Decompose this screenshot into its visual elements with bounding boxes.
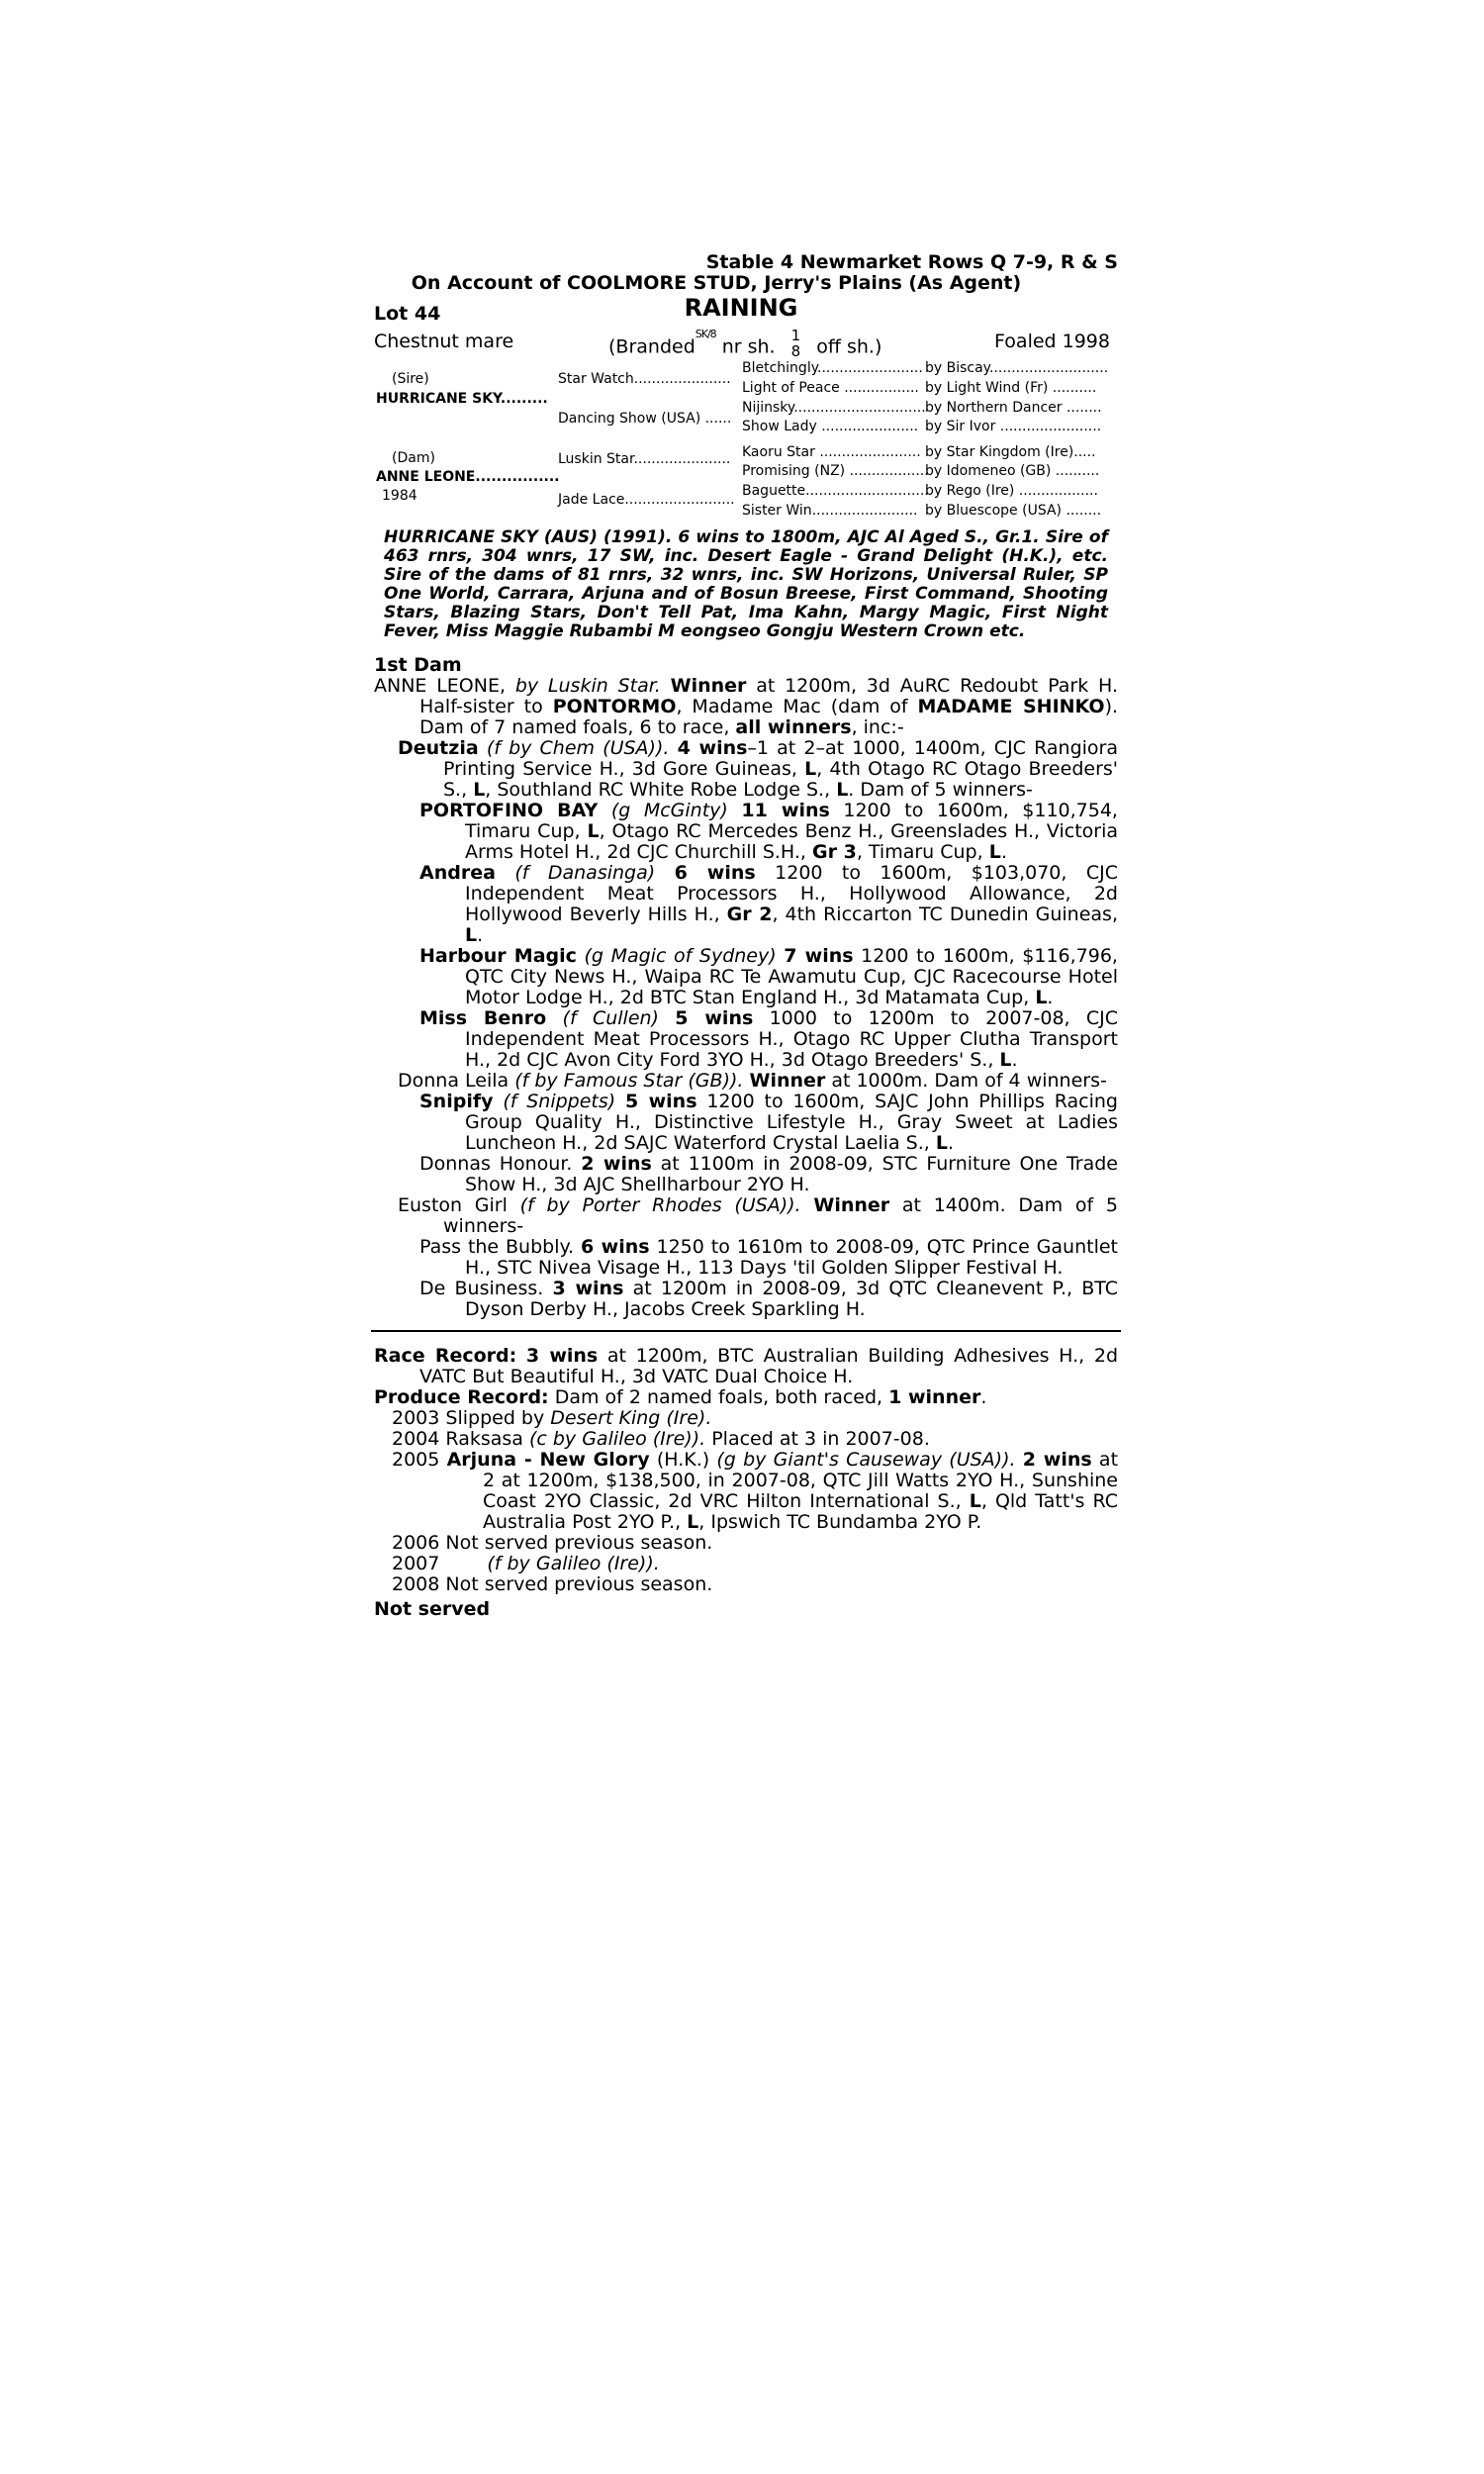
- progeny-pass-the-bubbly: [374, 1237, 1118, 1279]
- lot-line: [374, 294, 1118, 326]
- gen3-5: Promising (NZ) ..................: [742, 463, 929, 479]
- brand-mid: nr sh.: [721, 335, 776, 358]
- produce-2007: [374, 1554, 1118, 1574]
- gen2-2: Luskin Star......................: [558, 451, 731, 467]
- anne-t4: , inc:-: [851, 716, 904, 738]
- gen4-2: by Northern Dancer ........: [925, 400, 1102, 416]
- deutzia-t3: , Southland RC White Robe Lodge S.,: [485, 779, 831, 801]
- snipify-l1: L: [935, 1132, 948, 1154]
- pass-t1: 1250 to 1610m to 2008-09, QTC Prince Gauntlet H., STC Nivea Visage H., 113 Days 'til Golden Slipper Festival H.: [465, 1236, 1118, 1279]
- gen3-4: Kaoru Star .......................: [742, 444, 921, 460]
- gen3-1-text: Light of Peace: [742, 380, 840, 396]
- anne-shinko: MADAME SHINKO: [917, 696, 1105, 717]
- gen3-7-text: Sister Win: [742, 503, 812, 519]
- anne-allw: all winners: [735, 716, 852, 738]
- snipify-t2: .: [947, 1132, 954, 1154]
- text-2005c: , Ipswich TC Bundamba 2YO P.: [698, 1511, 982, 1533]
- pedigree-table: [374, 359, 1118, 523]
- gen2-0: Star Watch......................: [558, 371, 731, 387]
- gen3-6: Baguette............................: [742, 483, 929, 499]
- gen4-2-text: by Northern Dancer: [925, 400, 1063, 416]
- deutzia-t2: , 4th Otago RC Otago Breeders' S.,: [443, 758, 1118, 801]
- status-footer: Not served: [374, 1598, 491, 1620]
- year-2003: 2003: [392, 1407, 440, 1429]
- gen2-2-text: Luskin Star: [558, 451, 634, 467]
- year-2006: 2006: [392, 1532, 440, 1554]
- foaled-year: Foaled 1998: [994, 331, 1110, 352]
- text-2006: Not served previous season.: [445, 1532, 713, 1554]
- produce-2003: [374, 1408, 1118, 1429]
- debusiness-name: De Business.: [419, 1278, 544, 1299]
- gen4-5-text: by Idomeneo (GB): [925, 463, 1052, 479]
- dam-name: ANNE LEONE................: [376, 469, 560, 485]
- gen4-3: by Sir Ivor .......................: [925, 419, 1102, 434]
- snipify-by: (f Snippets): [503, 1091, 616, 1112]
- text-2005b: , Qld Tatt's RC Australia Post 2YO P.,: [483, 1490, 1118, 1533]
- brand-mark: SK/8: [695, 328, 716, 340]
- donna-name: Donna Leila: [398, 1070, 510, 1092]
- text-2005a: at 2 at 1200m, $138,500, in 2007-08, QTC Jill Watts 2YO H., Sunshine Coast 2YO Classic, 2d VRC Hilton International S.,: [483, 1449, 1119, 1512]
- brand-frac-num: 1: [790, 327, 801, 344]
- donna-win: Winner: [749, 1070, 826, 1092]
- horse-name: RAINING: [684, 294, 798, 322]
- deutzia-l2: L: [473, 779, 486, 801]
- catalogue-page: [374, 252, 1118, 1620]
- benro-t1: 1000 to 1200m to 2007-08, CJC Independent Meat Processors H., Otago RC Upper Clutha Transport H., 2d CJC Avon City Ford 3YO H., 3d Otago Breeders' S.,: [465, 1007, 1119, 1071]
- gen4-4-text: by Star Kingdom (Ire): [925, 444, 1074, 460]
- progeny-euston-girl: [374, 1195, 1118, 1237]
- text-2004b: Placed at 3 in 2007-08.: [711, 1428, 930, 1450]
- produce-record-t2: .: [980, 1386, 987, 1408]
- dam-name-text: ANNE LEONE: [376, 469, 476, 485]
- produce-record-label: Produce Record:: [374, 1386, 549, 1408]
- brand-frac-den: 8: [790, 342, 801, 360]
- anne-name: ANNE LEONE,: [374, 675, 507, 697]
- gen3-1: Light of Peace .................: [742, 380, 919, 396]
- gen3-0: Bletchingly........................: [742, 360, 923, 376]
- andrea-t1: 1200 to 1600m, $103,070, CJC Independent Meat Processors H., Hollywood Allowance, 2d Hollywood Beverly Hills H.,: [465, 862, 1118, 925]
- stable-location: Stable 4 Newmarket Rows Q 7-9, R & S: [705, 251, 1118, 273]
- progeny-donnas-honour: [374, 1154, 1118, 1195]
- gen2-1-text: Dancing Show (USA): [558, 411, 701, 427]
- gen3-2: Nijinsky..............................: [742, 400, 926, 416]
- gen3-0-text: Bletchingly: [742, 360, 817, 376]
- dam-year: 1984: [382, 488, 417, 504]
- harbour-name: Harbour Magic: [419, 945, 577, 967]
- pass-name: Pass the Bubbly.: [419, 1236, 575, 1258]
- harbour-t1: 1200 to 1600m, $116,796, QTC City News H., Waipa RC Te Awamutu Cup, CJC Racecourse Hotel Motor Lodge H., 2d BTC Stan England H., 3d Matamata Cup,: [465, 945, 1118, 1008]
- sire-summary: HURRICANE SKY (AUS) (1991). 6 wins to 1800m, AJC Al Aged S., Gr.1. Sire of 463 rnrs, 304 wnrs, 17 SW, inc. Desert Eagle - Grand Delight (H.K.), etc. Sire of the dams of 81 rnrs, 32 wnrs, inc. SW Horizons, Universal Ruler, SP One World, Carrara, Arjuna and of Bosun Breese, First Command, Shooting Stars, Blazing Stars, Don't Tell Pat, Ima Kahn, Margy Magic, First Night Fever, Miss Maggie Rubambi M eongseo Gongju Western Crown etc.: [384, 527, 1108, 641]
- andrea-wins: 6 wins: [674, 862, 756, 884]
- anne-t2: , Madame Mac (dam of: [676, 696, 908, 717]
- donna-t1: at 1000m. Dam of 4 winners-: [831, 1070, 1107, 1092]
- euston-name: Euston Girl: [398, 1194, 508, 1216]
- gen3-6-text: Baguette: [742, 483, 806, 499]
- produce-2006: [374, 1533, 1118, 1554]
- gen4-7: by Bluescope (USA) ........: [925, 503, 1102, 519]
- gen3-7: Sister Win........................: [742, 503, 918, 519]
- anne-pontormo: PONTORMO: [552, 696, 677, 717]
- harbour-t2: .: [1047, 987, 1054, 1008]
- progeny-snipify: [374, 1092, 1118, 1154]
- anne-by: by Luskin Star.: [514, 675, 661, 697]
- year-2004: 2004: [392, 1428, 440, 1450]
- gen3-5-text: Promising (NZ): [742, 463, 846, 479]
- portofino-t4: .: [1000, 841, 1007, 863]
- gen3-3-text: Show Lady: [742, 419, 817, 434]
- lot-number: Lot 44: [374, 303, 441, 325]
- section-divider: [371, 1330, 1121, 1332]
- vendor-account: On Account of COOLMORE STUD, Jerry's Plains (As Agent): [411, 272, 1022, 294]
- gen3-4-text: Kaoru Star: [742, 444, 815, 460]
- race-record-label: Race Record:: [374, 1345, 517, 1367]
- pass-wins: 6 wins: [580, 1236, 650, 1258]
- snipify-wins: 5 wins: [625, 1091, 697, 1112]
- text-2003: Slipped by: [445, 1407, 545, 1429]
- race-record: [374, 1346, 1118, 1387]
- dam-entry-anne-leone: [374, 676, 1118, 738]
- benro-wins: 5 wins: [675, 1007, 754, 1029]
- andrea-t2: , 4th Riccarton TC Dunedin Guineas,: [772, 904, 1118, 925]
- deutzia-l3: L: [836, 779, 849, 801]
- gen4-0: by Biscay...........................: [925, 360, 1109, 376]
- benro-by: (f Cullen): [562, 1007, 659, 1029]
- gen4-1: by Light Wind (Fr) ..........: [925, 380, 1097, 396]
- gen4-5: by Idomeneo (GB) ..........: [925, 463, 1100, 479]
- andrea-gr: Gr 2: [726, 904, 773, 925]
- snipify-name: Snipify: [419, 1091, 494, 1112]
- by-2003: Desert King (Ire).: [550, 1407, 712, 1429]
- dam-role-text: (Dam): [392, 450, 435, 466]
- race-record-text: at 1200m, BTC Australian Building Adhesives H., 2d VATC But Beautiful H., 3d VATC Dual Choice H.: [419, 1345, 1118, 1387]
- l1-2005: L: [969, 1490, 981, 1512]
- portofino-name: PORTOFINO BAY: [419, 800, 599, 821]
- debusiness-wins: 3 wins: [552, 1278, 624, 1299]
- race-record-wins: 3 wins: [525, 1345, 599, 1367]
- brand-post: off sh.): [816, 335, 882, 358]
- horse-sex: Chestnut mare: [374, 331, 514, 352]
- gen2-0-text: Star Watch: [558, 371, 634, 387]
- deutzia-l1: L: [804, 758, 817, 780]
- euston-by: (f by Porter Rhodes (USA)).: [519, 1194, 801, 1216]
- andrea-t3: .: [477, 924, 484, 946]
- dam-role: [392, 449, 435, 468]
- deutzia-t1: –1 at 2–at 1000, 1400m, CJC Rangiora Printing Service H., 3d Gore Guineas,: [443, 737, 1118, 780]
- horse-details: [374, 326, 1118, 359]
- produce-record-win: 1 winner: [888, 1386, 981, 1408]
- year-2008: 2008: [392, 1573, 440, 1595]
- deutzia-t4: . Dam of 5 winners-: [848, 779, 1033, 801]
- sire-name-text: HURRICANE SKY: [376, 391, 501, 407]
- gen4-7-text: by Bluescope (USA): [925, 503, 1063, 519]
- anne-t1: at 1200m, 3d AuRC Redoubt Park H. Half-sister to: [419, 675, 1118, 717]
- by-2005: (g by Giant's Causeway (USA)).: [716, 1449, 1016, 1471]
- debusiness-t1: at 1200m in 2008-09, 3d QTC Cleanevent P., BTC Dyson Derby H., Jacobs Creek Sparkling H.: [465, 1278, 1118, 1320]
- first-dam-heading: 1st Dam: [374, 654, 462, 676]
- name-2005: Arjuna - New Glory: [446, 1449, 650, 1471]
- benro-l1: L: [999, 1049, 1012, 1071]
- produce-record-t1: Dam of 2 named foals, both raced,: [554, 1386, 883, 1408]
- wins-2005: 2 wins: [1022, 1449, 1092, 1471]
- l2-2005: L: [687, 1511, 699, 1533]
- benro-t2: .: [1011, 1049, 1018, 1071]
- deutzia-by: (f by Chem (USA)).: [486, 737, 670, 759]
- anne-win: Winner: [670, 675, 747, 697]
- year-2005: 2005: [392, 1449, 440, 1471]
- gen2-3-text: Jade Lace: [558, 492, 625, 508]
- portofino-t2: , Otago RC Mercedes Benz H., Greenslades H., Victoria Arms Hotel H., 2d CJC Churchill S.H.,: [465, 820, 1118, 863]
- donnas-wins: 2 wins: [581, 1153, 652, 1175]
- produce-2004: [374, 1429, 1118, 1450]
- deutzia-name: Deutzia: [398, 737, 479, 759]
- gen4-6-text: by Rego (Ire): [925, 483, 1015, 499]
- gen4-6: by Rego (Ire) ..................: [925, 483, 1098, 499]
- produce-2008: [374, 1574, 1118, 1595]
- gen4-1-text: by Light Wind (Fr): [925, 380, 1049, 396]
- portofino-t3: , Timaru Cup,: [856, 841, 983, 863]
- by-2007: (f by Galileo (Ire)).: [487, 1553, 660, 1574]
- produce-2005: [374, 1450, 1118, 1533]
- sire-role-text: (Sire): [392, 371, 429, 387]
- euston-t1: at 1400m. Dam of 5 winners-: [443, 1194, 1119, 1237]
- harbour-by: (g Magic of Sydney): [584, 945, 777, 967]
- progeny-harbour-magic: [374, 946, 1118, 1008]
- benro-name: Miss Benro: [419, 1007, 547, 1029]
- portofino-gr: Gr 3: [812, 841, 857, 863]
- gen3-3: Show Lady ......................: [742, 419, 919, 434]
- portofino-by: (g McGinty): [610, 800, 728, 821]
- by-2004: (c by Galileo (Ire)).: [528, 1428, 706, 1450]
- progeny-miss-benro: [374, 1008, 1118, 1071]
- harbour-wins: 7 wins: [784, 945, 854, 967]
- gen2-1: Dancing Show (USA) ......: [558, 411, 732, 427]
- text-2008: Not served previous season.: [445, 1573, 713, 1595]
- snipify-t1: 1200 to 1600m, SAJC John Phillips Racing Group Quality H., Distinctive Lifestyle H., Gray Sweet at Ladies Luncheon H., 2d SAJC Waterford Crystal Laelia S.,: [465, 1091, 1118, 1154]
- year-2007: 2007: [392, 1553, 440, 1574]
- portofino-t1: 1200 to 1600m, $110,754, Timaru Cup,: [465, 800, 1118, 842]
- portofino-l2: L: [988, 841, 1001, 863]
- progeny-andrea: [374, 863, 1118, 946]
- gen4-3-text: by Sir Ivor: [925, 419, 996, 434]
- andrea-l1: L: [465, 924, 478, 946]
- progeny-donna-leila: [374, 1071, 1118, 1092]
- andrea-name: Andrea: [419, 862, 496, 884]
- text-2004: Raksasa: [445, 1428, 523, 1450]
- sire-role: [392, 370, 429, 389]
- gen4-0-text: by Biscay: [925, 360, 989, 376]
- progeny-de-business: [374, 1279, 1118, 1320]
- sire-name: HURRICANE SKY.........: [376, 391, 548, 407]
- andrea-by: (f Danasinga): [514, 862, 656, 884]
- euston-win: Winner: [813, 1194, 890, 1216]
- donnas-t1: at 1100m in 2008-09, STC Furniture One Trade Show H., 3d AJC Shellharbour 2YO H.: [465, 1153, 1118, 1195]
- gen4-4: by Star Kingdom (Ire).....: [925, 444, 1096, 460]
- deutzia-wins: 4 wins: [677, 737, 748, 759]
- portofino-l1: L: [587, 820, 600, 842]
- progeny-deutzia: [374, 738, 1118, 801]
- donna-by: (f by Famous Star (GB)).: [514, 1070, 744, 1092]
- gen2-3: Jade Lace.........................: [558, 492, 735, 508]
- harbour-l1: L: [1035, 987, 1048, 1008]
- anne-t3: ). Dam of 7 named foals, 6 to race,: [419, 696, 1119, 738]
- produce-record: [374, 1387, 1118, 1408]
- hk-2005: (H.K.): [656, 1449, 710, 1471]
- portofino-wins: 11 wins: [741, 800, 830, 821]
- donnas-name: Donnas Honour.: [419, 1153, 573, 1175]
- brand-pre: (Branded: [608, 335, 696, 358]
- progeny-portofino-bay: [374, 801, 1118, 863]
- gen3-2-text: Nijinsky: [742, 400, 794, 416]
- brand-fraction: [791, 328, 801, 359]
